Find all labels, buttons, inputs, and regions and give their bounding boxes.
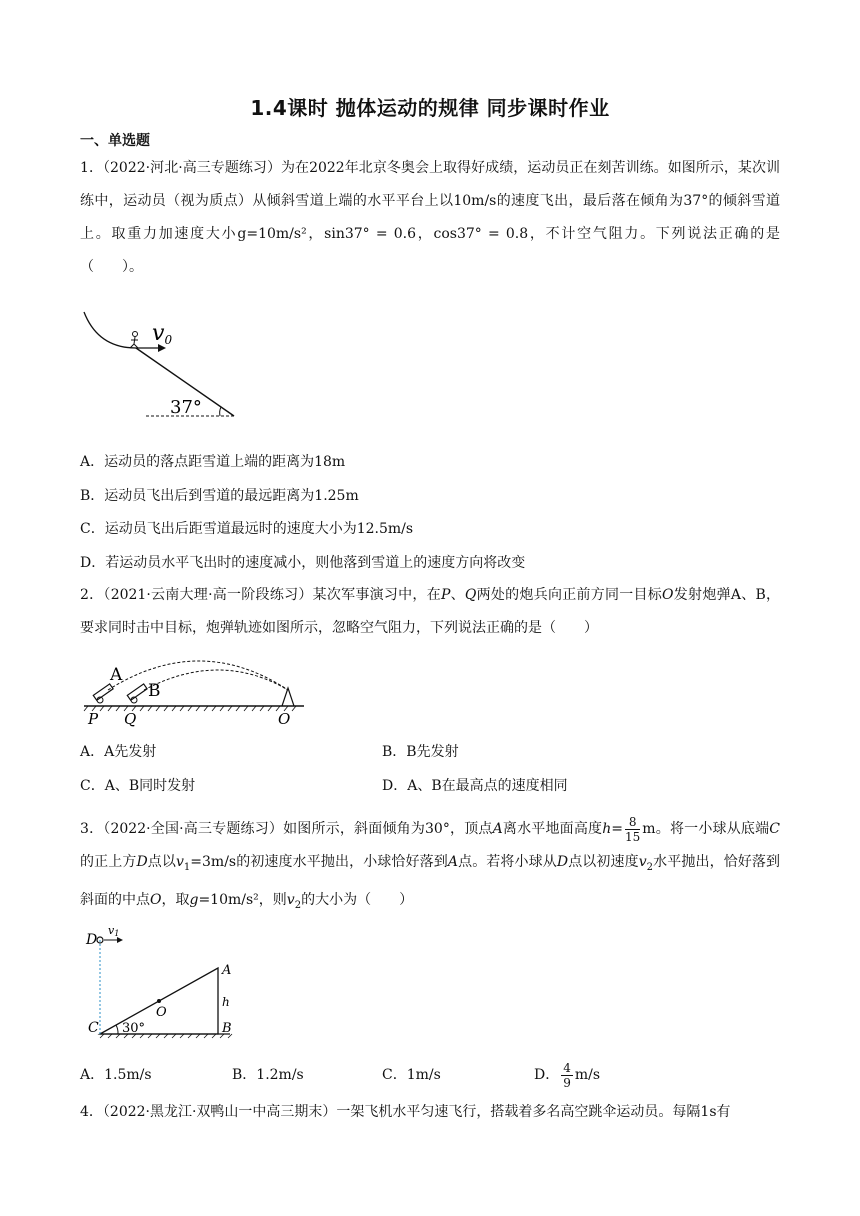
ski-slope-figure bbox=[80, 308, 250, 420]
label-p: P bbox=[88, 710, 99, 728]
label-a: A bbox=[110, 665, 123, 685]
question-2-text: 2．（2021·云南大理·高一阶段练习）某次军事演习中，在P、Q两处的炮兵向正前方同一目标O发射炮弹A、B，要求同时击中目标，炮弹轨迹如图所示，忽略空气阻力，下列说法正确的是（ ） bbox=[80, 587, 781, 636]
label-q: Q bbox=[124, 710, 137, 728]
question-4-text: 4．（2022·黑龙江·双鸭山一中高三期末）一架飞机水平匀速飞行，搭载着多名高空跳伞运动员。每隔1s有 bbox=[80, 1104, 731, 1120]
label-c: C bbox=[88, 1020, 99, 1036]
label-a: A bbox=[222, 963, 232, 978]
cannon-b-icon bbox=[127, 684, 147, 703]
q2-option-d[interactable]: D．A、B在最高点的速度相同 bbox=[382, 778, 568, 794]
label-b: B bbox=[148, 681, 161, 701]
incline-figure bbox=[80, 924, 250, 1044]
label-v1: v1 bbox=[108, 924, 120, 938]
skier-icon bbox=[130, 332, 138, 349]
q2-option-b[interactable]: B．B先发射 bbox=[382, 744, 459, 760]
q2-option-a[interactable]: A．A先发射 bbox=[80, 744, 157, 760]
artillery-figure bbox=[80, 650, 310, 730]
page-title: 1.4课时 抛体运动的规律 同步课时作业 bbox=[250, 96, 610, 120]
label-d: D bbox=[86, 932, 98, 948]
q1-option-b[interactable]: B．运动员飞出后到雪道的最远距离为1.25m bbox=[80, 488, 359, 504]
q3-option-b[interactable]: B．1.2m/s bbox=[232, 1067, 304, 1083]
section-heading: 一、单选题 bbox=[80, 133, 150, 149]
velocity-label: v0 bbox=[152, 321, 173, 347]
q1-option-c[interactable]: C．运动员飞出后距雪道最远时的速度大小为12.5m/s bbox=[80, 521, 414, 537]
option-d-fraction: $\frac{4}{9}$ bbox=[563, 1060, 571, 1090]
label-h: h bbox=[222, 995, 230, 1009]
question-3-text: 3．（2022·全国·高三专题练习）如图所示，斜面倾角为30°，顶点A离水平地面高度h= $\frac{8}{15}$ m。将一小球从底端C的正上方D点以$v_1=3m/s$的初速度水平抛出，小球恰好落到A点。若将小球从D点以初速度$v_2$水平抛出，恰好落到斜面的中点O，取g=10m/s²，则$v_2$的大小为（ ） bbox=[80, 814, 781, 911]
q3-option-c[interactable]: C．1m/s bbox=[382, 1067, 441, 1083]
label-angle: 30° bbox=[122, 1021, 146, 1036]
label-o: O bbox=[156, 1005, 167, 1020]
q2-option-c[interactable]: C．A、B同时发射 bbox=[80, 778, 196, 794]
question-1-text: 1．（2022·河北·高三专题练习）为在2022年北京冬奥会上取得好成绩，运动员正在刻苦训练。如图所示，某次训练中，运动员（视为质点）从倾斜雪道上端的水平平台上以10m/s的速度飞出，最后落在倾角为37°的倾斜雪道上。取重力加速度大小g=10m/s²，sin37° = 0.6，cos37° = 0.8，不计空气阻力。下列说法正确的是（ ）。 bbox=[80, 160, 780, 275]
target-icon bbox=[282, 688, 294, 706]
q1-option-d[interactable]: D．若运动员水平飞出时的速度减小，则他落到雪道上的速度方向将改变 bbox=[80, 555, 526, 571]
q3-option-d[interactable]: D． $\frac{4}{9}$ m/s bbox=[534, 1060, 601, 1090]
label-o: O bbox=[278, 710, 291, 728]
angle-label: 37° bbox=[170, 397, 202, 418]
q3-option-a[interactable]: A．1.5m/s bbox=[80, 1067, 152, 1083]
height-fraction: $\frac{8}{15}$ bbox=[625, 814, 641, 844]
label-b: B bbox=[222, 1021, 232, 1036]
cannon-a-icon bbox=[93, 684, 113, 703]
q1-option-a[interactable]: A．运动员的落点距雪道上端的距离为18m bbox=[80, 454, 346, 470]
